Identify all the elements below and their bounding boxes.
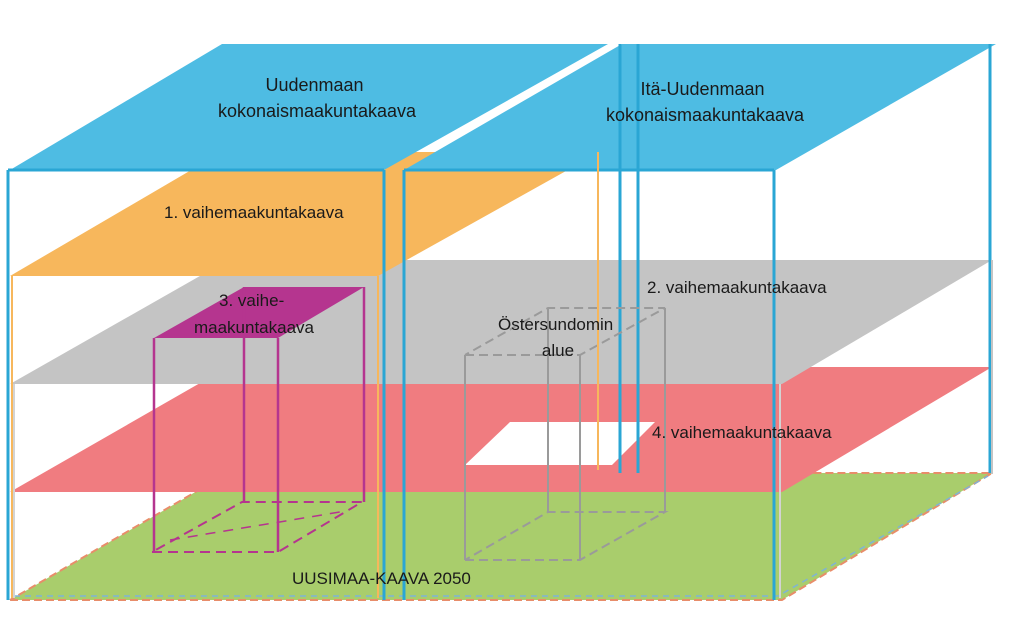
- ita-uusimaa-overall-label: Itä-Uudenmaan kokonaismaakuntakaava: [605, 79, 805, 125]
- phase3-label: 3. vaihe- maakuntakaava: [193, 291, 315, 337]
- uusimaa-2050-plane: [10, 473, 992, 600]
- phase1-label: 1. vaihemaakuntakaava: [164, 203, 344, 222]
- uusimaa-2050-label: UUSIMAA-KAAVA 2050: [292, 569, 471, 588]
- uusimaa-overall-label: Uudenmaan kokonaismaakuntakaava: [217, 75, 417, 121]
- ostersundom-label: Östersundomin alue: [497, 315, 614, 360]
- phase4-label: 4. vaihemaakuntakaava: [652, 423, 832, 442]
- phase2-label: 2. vaihemaakuntakaava: [647, 278, 827, 297]
